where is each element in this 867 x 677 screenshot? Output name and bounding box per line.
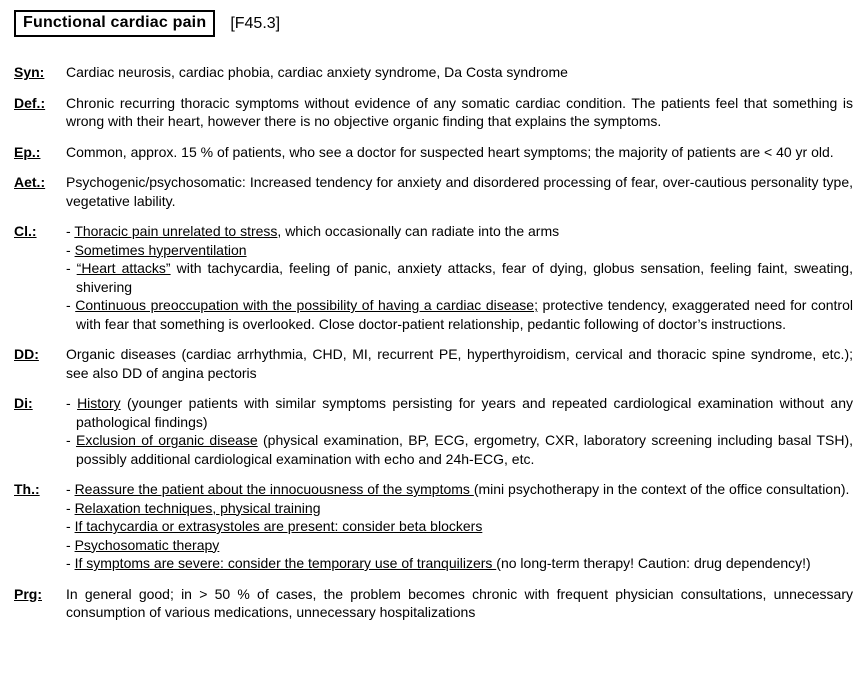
sections <box>14 63 853 622</box>
bullet-dash: - <box>66 297 76 313</box>
section-aet <box>14 173 853 210</box>
underlined-run: If tachycardia or extrasystoles are present: consider beta blockers <box>74 518 483 534</box>
section-label-dd: DD: <box>14 346 39 362</box>
bullet-item <box>66 517 853 536</box>
text-run: , which occasionally can radiate into the arms <box>277 223 560 239</box>
section-label-ep: Ep.: <box>14 143 41 160</box>
bullet-item <box>66 222 853 241</box>
text-run: Psychogenic/psychosomatic: Increased tendency for anxiety and disordered processing of fear, over-cautious personality type, vegetative lability. <box>66 174 853 209</box>
section-content-th <box>66 480 853 573</box>
bullet-dash: - <box>66 223 75 239</box>
section-label-def: Def.: <box>14 94 46 111</box>
section-label-prg: Prg: <box>14 585 42 602</box>
section-content-cl <box>66 222 853 333</box>
section-def <box>14 94 853 131</box>
underlined-run: Psychosomatic therapy <box>74 536 220 553</box>
bullet-dash: - <box>66 260 77 276</box>
underlined-run: If symptoms are severe: consider the temporary use of tranquilizers <box>74 555 497 571</box>
underlined-run: Relaxation techniques, physical training <box>74 499 321 516</box>
section-syn <box>14 63 853 82</box>
section-prg <box>14 585 853 622</box>
bullet-dash: - <box>66 432 76 448</box>
underlined-run: History <box>77 395 121 411</box>
paragraph <box>66 173 853 210</box>
bullet-dash: - <box>66 481 75 497</box>
underlined-run: “Heart attacks” <box>76 260 171 276</box>
section-label-th: Th.: <box>14 481 40 497</box>
section-content-def <box>66 94 853 131</box>
text-run: Cardiac neurosis, cardiac phobia, cardiac anxiety syndrome, Da Costa syndrome <box>66 64 568 80</box>
bullet-dash: - <box>66 241 75 258</box>
bullet-item <box>66 499 853 518</box>
section-content-aet <box>66 173 853 210</box>
bullet-dash: - <box>66 536 75 553</box>
underlined-run: Reassure the patient about the innocuousness of the symptoms <box>74 481 474 497</box>
text-run: (physical examination, BP, ECG, ergometry, CXR, laboratory screening including basal TSH), possibly additional cardiological examination with echo and 24h-ECG, etc. <box>76 432 854 467</box>
bullet-item <box>66 536 853 555</box>
paragraph <box>66 63 853 82</box>
bullet-item <box>66 394 853 431</box>
section-label-aet: Aet.: <box>14 174 46 190</box>
section-content-ep <box>66 143 853 162</box>
bullet-dash: - <box>66 555 75 571</box>
underlined-run: Sometimes hyperventilation <box>74 241 247 258</box>
bullet-item <box>66 431 853 468</box>
section-content-syn <box>66 63 853 82</box>
underlined-run: Exclusion of organic disease <box>75 432 258 448</box>
paragraph <box>66 585 853 622</box>
page-title: Functional cardiac pain <box>14 10 215 37</box>
section-di <box>14 394 853 468</box>
text-run: protective tendency, exaggerated need for control with fear that something is overlooked. Close doctor-patient relationship, pedantic following of doctor’s instructions. <box>76 297 853 332</box>
text-run: In general good; in > 50 % of cases, the problem becomes chronic with frequent physician consultations, unnecessary consumption of various medications, unnecessary hospitalizations <box>66 585 853 620</box>
section-ep <box>14 143 853 162</box>
bullet-dash: - <box>66 499 75 516</box>
paragraph <box>66 345 853 382</box>
section-cl <box>14 222 853 333</box>
section-content-di <box>66 394 853 468</box>
bullet-item <box>66 554 853 573</box>
text-run: Common, approx. 15 % of patients, who see a doctor for suspected heart symptoms; the majority of patients are < 40 yr old. <box>66 143 834 160</box>
underlined-run: Thoracic pain unrelated to stress <box>74 223 278 239</box>
bullet-item <box>66 259 853 296</box>
section-dd <box>14 345 853 382</box>
page-header <box>14 10 853 37</box>
section-label-syn: Syn: <box>14 64 45 80</box>
bullet-item <box>66 241 853 260</box>
text-run: Chronic recurring thoracic symptoms without evidence of any somatic cardiac condition. The patients feel that something is wrong with their heart, however there is no objective organic finding that explains the symptoms. <box>66 94 853 129</box>
section-content-prg <box>66 585 853 622</box>
section-content-dd <box>66 345 853 382</box>
section-label-cl: Cl.: <box>14 223 37 239</box>
bullet-item <box>66 480 853 499</box>
paragraph <box>66 143 853 162</box>
icd-code: [F45.3] <box>230 14 281 32</box>
text-run: Organic diseases (cardiac arrhythmia, CHD, MI, recurrent PE, hyperthyroidism, cervical and thoracic spine syndrome, etc.); see also DD of angina pectoris <box>66 346 853 381</box>
text-run: (mini psychotherapy in the context of the office consultation). <box>473 481 850 497</box>
section-label-di: Di: <box>14 395 33 411</box>
bullet-item <box>66 296 853 333</box>
text-run: (no long-term therapy! Caution: drug dependency!) <box>496 555 811 571</box>
text-run: with tachycardia, feeling of panic, anxiety attacks, fear of dying, globus sensation, feeling faint, sweating, shivering <box>76 260 853 295</box>
bullet-dash: - <box>66 518 75 534</box>
paragraph <box>66 94 853 131</box>
section-th <box>14 480 853 573</box>
underlined-run: Continuous preoccupation with the possibility of having a cardiac disease; <box>75 297 538 313</box>
bullet-dash: - <box>66 395 78 411</box>
text-run: (younger patients with similar symptoms persisting for years and repeated cardiological examination without any pathological findings) <box>76 395 853 430</box>
